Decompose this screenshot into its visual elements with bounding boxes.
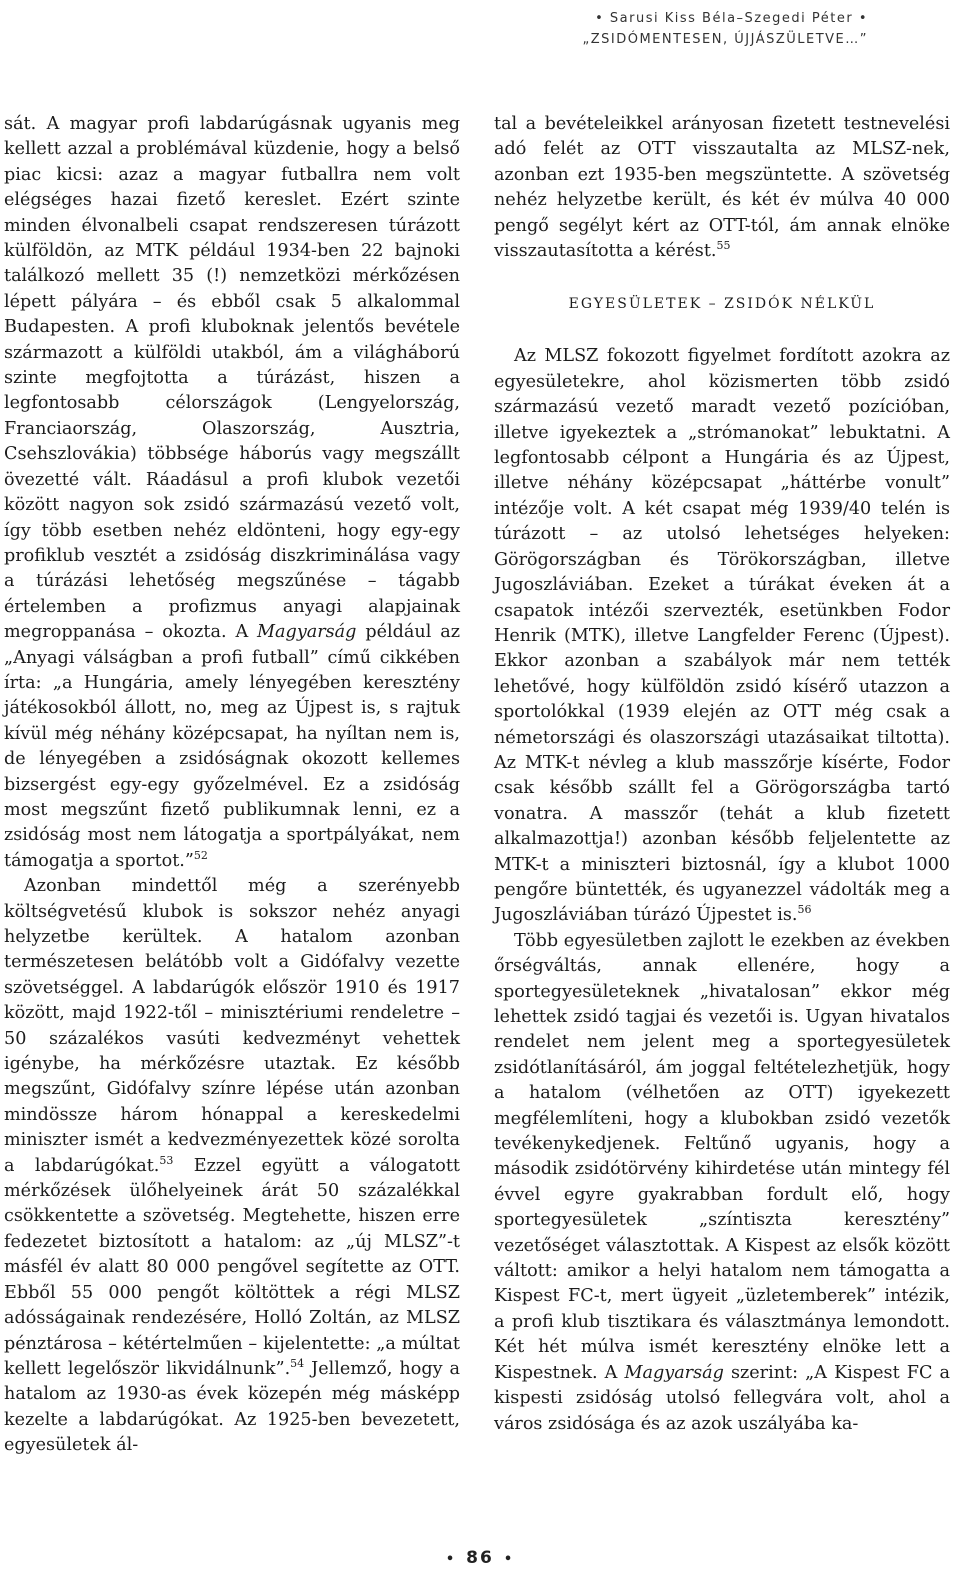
- text-run: tal a bevételeikkel arányosan fizetett testnevelési adó felét az OTT visszautalta az MLSZ-nek, azonban ezt 1935-ben megszüntette. A szövetség nehéz helyzetbe került, és két év múlva 40 000 pengő segélyt kért az OTT-tól, ám annak elnöke visszautasította a kérést.: [494, 114, 950, 262]
- bullet-icon: •: [503, 1552, 515, 1567]
- publication-title: Magyarság: [624, 1362, 724, 1383]
- left-column: [4, 112, 460, 1459]
- footnote-ref: 54: [290, 1357, 305, 1371]
- running-head-authors: • Sarusi Kiss Béla–Szegedi Péter •: [595, 11, 868, 26]
- footnote-ref: 53: [159, 1153, 174, 1167]
- footnote-ref: 52: [193, 848, 208, 862]
- text-run: például az „Anyagi válságban a profi futball” című cikkében írta: „a Hungária, amely lényegében keresztény játékosokból állott, no, meg az Újpest is, s rajtuk kívül még néhány középcsapat, ha nyíltan nem is, de lényegében a zsidóságnak okozott kellemes bizsergést egy-egy győzelmével. Ez a zsidóság most megszűnt fizető publikumnak lenni, ez a zsidóság most nem látogatja a sportpályákat, nem támogatja a sportot.”: [4, 622, 460, 871]
- bullet-icon: •: [445, 1552, 457, 1567]
- paragraph: [494, 344, 950, 928]
- paragraph: [494, 929, 950, 1437]
- text-run: Azonban mindettől még a szerényebb költségvetésű klubok is sokszor nehéz anyagi helyzetbe kerültek. A hatalom azonban természetesen belátóbb volt a Gidófalvy vezette szövetséggel. A labdarúgók először 1910 és 1917 között, majd 1922-től – minisztériumi rendeletre – 50 százalékos vasúti kedvezményt vehettek igénybe, ha mérkőzésre utaztak. Ez később megszűnt, Gidófalvy színre lépése után azonban mindössze három hónappal a kereskedelmi miniszter ismét a kedvezményezettek közé sorolta a labdarúgókat.: [4, 876, 460, 1176]
- paragraph: [4, 874, 460, 1458]
- text-run: Több egyesületben zajlott le ezekben az években őrségváltás, annak ellenére, hogy a sportegyesületeknek „hivatalosan” ekkor még lehettek zsidó tagjai és vezetői is. Ugyan hivatalos rendelet nem jelent meg a sportegyesületek zsidótlanításáról, ám joggal feltételezhetjük, hogy a hatalom (vélhetően az OTT) igyekezett megfélemlíteni, hogy a klubokban zsidó vezetők tevékenykedjenek. Feltűnő ugyanis, hogy a második zsidótörvény kihirdetése után mintegy fél évvel egyre gyakrabban fordult elő, hogy sportegyesületek „színtiszta keresztény” vezetőséget választottak. A Kispest az elsők között váltott: amikor a helyi hatalom nem támogatta a Kispest FC-t, mert ügyeit „üzletemberek” intézik, a profi klub tisztikara és választmánya lemondott. Két hét múlva ismét keresztény elnöke lett a Kispestnek. A: [494, 930, 950, 1383]
- text-run: Az MLSZ fokozott figyelmet fordított azokra az egyesületekre, ahol közismerten több zsidó származású vezető maradt vezető pozícióban, illetve igyekeztek a „strómanokat” lebuktatni. A legfontosabb célpont a Hungária és az Újpest, illetve néhány középcsapat „háttérbe vonult” intézője volt. A két csapat még 1939/40 telén is túrázott – az utolsó lehetséges helyeken: Görögországban és Törökországban, illetve Jugoszláviában. Ezeket a túrákat éveken át a csapatok intézői szervezték, esetünkben Fodor Henrik (MTK), illetve Langfelder Ferenc (Újpest). Ekkor azonban a szabályok már nem tették lehetővé, hogy külföldön zsidó kísérő utazzon a sportolókkal (1939 elején az OTT még csak a németországi és olaszországi utazásaikat tiltotta). Az MTK-t névleg a klub masszőrje kísérte, Fodor csak később szállt fel a Görögországba tartó vonatra. A masszőr (tehát a klub fizetett alkalmazottja!) azonban később feljelentette az MTK-t a miniszteri biztosnál, így a klubot 1000 pengőre büntették, és ugyanezzel vádolták meg a Jugoszláviában túrázó Újpestet is.: [494, 346, 950, 926]
- footnote-ref: 55: [716, 239, 731, 253]
- running-head-title: „ZSIDÓMENTESEN, ÚJJÁSZÜLETVE…”: [582, 32, 868, 47]
- page-number: 86: [466, 1548, 494, 1568]
- paragraph: [494, 112, 950, 264]
- running-head: [583, 8, 869, 50]
- section-heading: EGYESÜLETEK – ZSIDÓK NÉLKÜL: [568, 296, 876, 313]
- paragraph: [4, 112, 460, 874]
- footnote-ref: 56: [797, 903, 812, 917]
- text-run: Jellemző, hogy a hatalom az 1930-as évek közepén még másképp kezelte a labdarúgókat. Az 1925-ben bevezetett, egyesületek ál-: [4, 1358, 460, 1456]
- text-run: sát. A magyar profi labdarúgásnak ugyanis meg kellett azzal a problémával küzdenie, hogy a belső piac kicsi: azaz a magyar futballra nem volt elégséges hazai fizető kereslet. Ezért szinte minden élvonalbeli csapat rendszeresen túrázott külföldön, az MTK például 1934-ben 22 bajnoki találkozó mellett 35 (!) nemzetközi mérkőzésen lépett pályára – és ebből csak 5 alkalommal Budapesten. A profi kluboknak jelentős bevétele származott a külföldi utakból, ám a világháború szinte megfojtotta a túrázást, hiszen a legfontosabb célországok (Lengyelország, Franciaország, Olaszország, Ausztria, Csehszlovákia) többsége háborús vagy megszállt övezetté vált. Ráadásul a profi klubok vezetői között nagyon sok zsidó származású vezető volt, így több esetben nehéz eldönteni, hogy egy-egy profiklub vesztét a zsidóság diszkriminálása vagy a túrázási lehetőség megszűnése – tágabb értelemben a profizmus anyagi alapjainak megroppanása – okozta. A: [4, 114, 460, 643]
- publication-title: Magyarság: [257, 622, 357, 643]
- text-run: Ezzel együtt a válogatott mérkőzések ülőhelyeinek árát 50 százalékkal csökkentette a szövetség. Megtehette, hiszen erre fedezetet biztosított a hatalom: az „új MLSZ”-t másfél év alatt 80 000 pengővel segítette az OTT. Ebből 55 000 pengőt költöttek a régi MLSZ adósságainak rendezésére, Holló Zoltán, az MLSZ pénztárosa – kétértelműen – kijelentette: „a múltat kellett legelőször likvidálnunk”.: [4, 1155, 460, 1379]
- text-run: szerint: „A Kispest FC a kispesti zsidóság utolsó fellegvára volt, ahol a város zsidósága és az azok uszályába ka-: [494, 1362, 950, 1434]
- page-folio: [0, 1548, 960, 1568]
- right-column: [494, 112, 950, 1437]
